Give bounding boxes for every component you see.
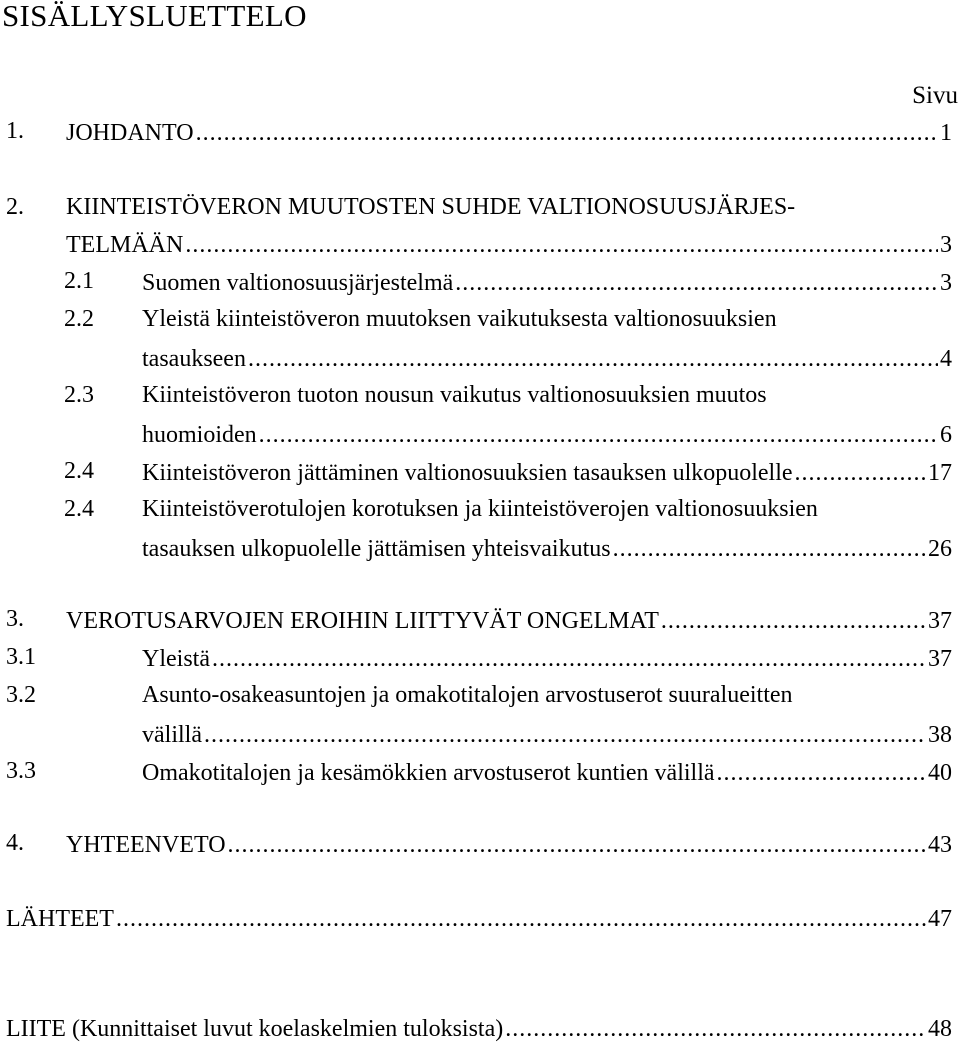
entry-page: 47 <box>928 906 952 932</box>
dot-leader <box>717 758 926 788</box>
entry-number: 3.2 <box>6 682 36 708</box>
entry-page: 3 <box>940 232 952 258</box>
entry-title: TELMÄÄN <box>66 232 184 258</box>
toc-entry-kiinteistoveron-tuoton-nousu[interactable] <box>142 418 952 450</box>
dot-leader <box>116 904 926 934</box>
toc-entry-yhteisvaikutus[interactable] <box>142 532 952 564</box>
entry-page: 37 <box>928 646 952 672</box>
dot-leader <box>204 720 926 750</box>
dot-leader <box>455 268 938 298</box>
entry-page: 37 <box>928 608 952 634</box>
page-column-label: Sivu <box>912 82 958 109</box>
entry-title: JOHDANTO <box>66 120 194 146</box>
toc-entry-verotusarvojen-eroihin[interactable] <box>66 604 952 636</box>
entry-title: Suomen valtionosuusjärjestelmä <box>142 270 454 296</box>
entry-title: Kiinteistöveron jättäminen valtionosuuksien tasauksen ulkopuolelle <box>142 460 793 486</box>
toc-entry-liite[interactable] <box>6 1012 952 1044</box>
entry-title: LIITE (Kunnittaiset luvut koelaskelmien tuloksista) <box>6 1016 504 1042</box>
entry-title-line1: Kiinteistöveron tuoton nousun vaikutus valtionosuuksien muutos <box>142 382 767 408</box>
toc-entry-yhteenveto[interactable] <box>66 828 952 860</box>
dot-leader <box>505 1014 926 1044</box>
toc-entry-kiinteistoveron-muutosten-suhde[interactable] <box>66 228 952 260</box>
entry-page: 38 <box>928 722 952 748</box>
entry-title: Yleistä <box>142 646 210 672</box>
entry-page: 4 <box>940 346 952 372</box>
toc-entry-lahteet[interactable] <box>6 902 952 934</box>
entry-page: 40 <box>928 760 952 786</box>
dot-leader <box>259 420 938 450</box>
entry-title: tasauksen ulkopuolelle jättämisen yhteisvaikutus <box>142 536 611 562</box>
toc-entry-yleista[interactable] <box>142 642 952 674</box>
dot-leader <box>212 644 926 674</box>
toc-entry-suomen-valtionosuusjarjestelma[interactable] <box>142 266 952 298</box>
entry-title: välillä <box>142 722 202 748</box>
entry-page: 43 <box>928 832 952 858</box>
entry-number: 3. <box>6 606 24 632</box>
entry-number: 4. <box>6 830 24 856</box>
toc-entry-omakotitalojen-kesamokkien[interactable] <box>142 756 952 788</box>
entry-title-line1: Yleistä kiinteistöveron muutoksen vaikutuksesta valtionosuuksien <box>142 306 777 332</box>
entry-page: 3 <box>940 270 952 296</box>
entry-number: 3.1 <box>6 644 36 670</box>
entry-title: tasaukseen <box>142 346 246 372</box>
toc-entry-kiinteistoveron-jattaminen[interactable] <box>142 456 952 488</box>
dot-leader <box>196 118 938 148</box>
entry-number: 3.3 <box>6 758 36 784</box>
entry-page: 48 <box>928 1016 952 1042</box>
dot-leader <box>795 458 926 488</box>
entry-number: 1. <box>6 118 24 144</box>
toc-entry-yleista-kiinteistoveron-muutoksen[interactable] <box>142 342 952 374</box>
entry-number: 2.3 <box>64 382 94 408</box>
entry-title-line1: KIINTEISTÖVERON MUUTOSTEN SUHDE VALTIONOSUUSJÄRJES- <box>66 194 796 220</box>
entry-title: huomioiden <box>142 422 257 448</box>
entry-number: 2.4 <box>64 496 94 522</box>
entry-number: 2.2 <box>64 306 94 332</box>
entry-title: VEROTUSARVOJEN EROIHIN LIITTYVÄT ONGELMAT <box>66 608 659 634</box>
entry-title-line1: Kiinteistöverotulojen korotuksen ja kiinteistöverojen valtionosuuksien <box>142 496 818 522</box>
entry-title: YHTEENVETO <box>66 832 226 858</box>
entry-number: 2.4 <box>64 458 94 484</box>
dot-leader <box>613 534 926 564</box>
dot-leader <box>248 344 938 374</box>
entry-title: LÄHTEET <box>6 906 114 932</box>
dot-leader <box>228 830 926 860</box>
dot-leader <box>185 230 938 260</box>
entry-number: 2. <box>6 194 24 220</box>
toc-entry-johdanto[interactable] <box>66 116 952 148</box>
entry-page: 26 <box>928 536 952 562</box>
toc-entry-asunto-osakeasuntojen[interactable] <box>142 718 952 750</box>
entry-number: 2.1 <box>64 268 94 294</box>
page-title: SISÄLLYSLUETTELO <box>2 0 307 33</box>
entry-page: 6 <box>940 422 952 448</box>
entry-title-line1: Asunto-osakeasuntojen ja omakotitalojen arvostuserot suuralueitten <box>142 682 793 708</box>
dot-leader <box>661 606 926 636</box>
entry-page: 17 <box>928 460 952 486</box>
entry-page: 1 <box>940 120 952 146</box>
entry-title: Omakotitalojen ja kesämökkien arvostuserot kuntien välillä <box>142 760 715 786</box>
